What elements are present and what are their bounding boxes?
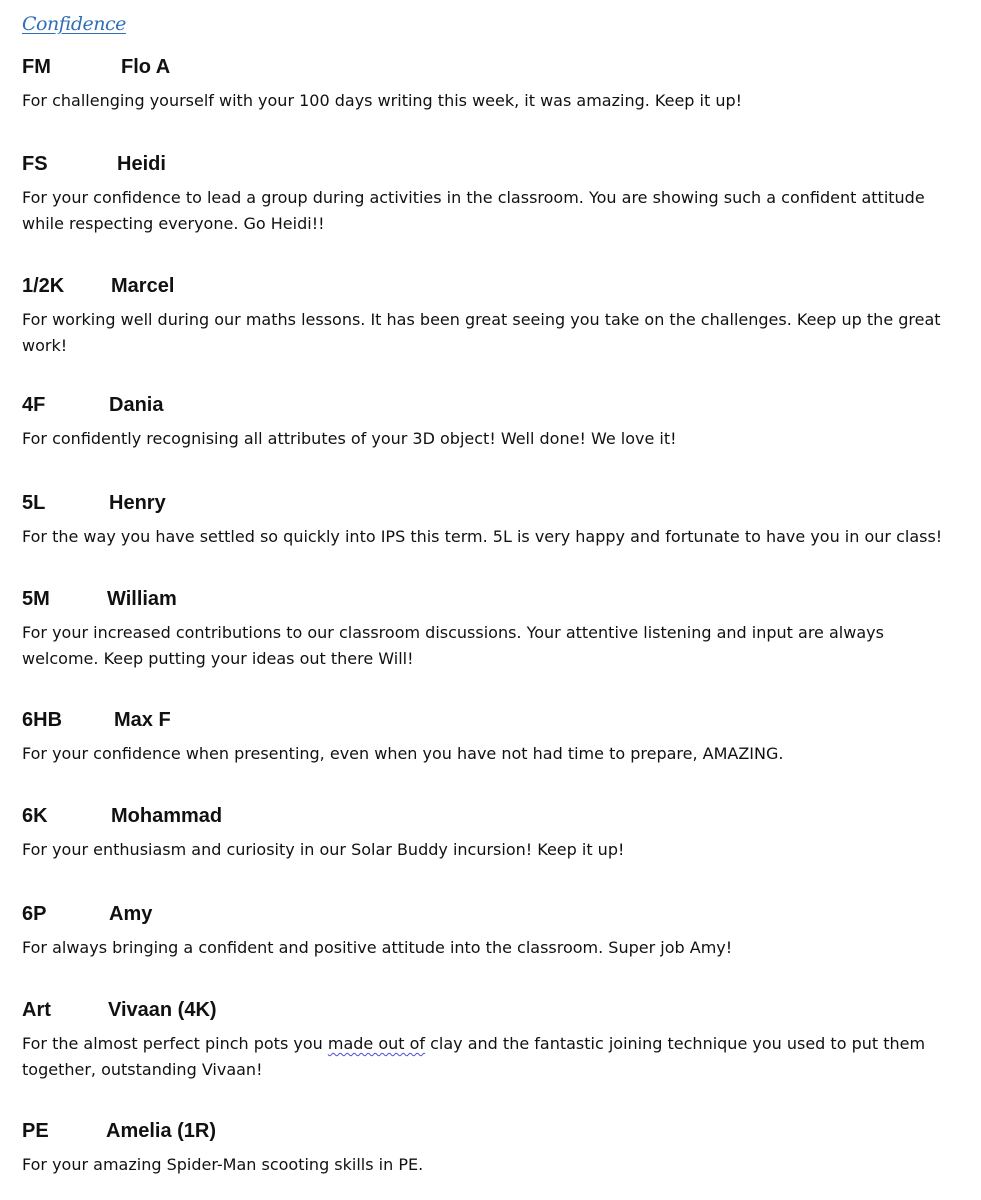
award-entry (22, 392, 962, 452)
award-text: For your confidence to lead a group during activities in the classroom. You are showing such a confident attitude while respecting everyone. Go Heidi!! (22, 188, 925, 233)
class-code: 6K (22, 805, 48, 827)
student-name: Vivaan (4K) (108, 999, 217, 1021)
student-name: Marcel (111, 275, 175, 297)
class-code: PE (22, 1120, 49, 1142)
class-code: 5M (22, 588, 50, 610)
student-name: Amelia (1R) (106, 1120, 217, 1142)
student-name: Mohammad (111, 805, 223, 827)
award-text: For always bringing a confident and positive attitude into the classroom. Super job Amy! (22, 938, 733, 957)
award-text-part: clay and the fantastic joining technique you used to put them together, outstanding Vivaan! (22, 1034, 926, 1079)
award-entry (22, 1118, 962, 1178)
award-text: For the way you have settled so quickly into IPS this term. 5L is very happy and fortunate to have you in our class! (22, 527, 943, 546)
award-text: For working well during our maths lessons. It has been great seeing you take on the challenges. Keep up the great work! (22, 310, 941, 355)
student-name: Heidi (117, 153, 166, 175)
award-text: For challenging yourself with your 100 days writing this week, it was amazing. Keep it up! (22, 91, 743, 110)
student-name: Amy (109, 903, 153, 925)
award-text (22, 1031, 957, 1083)
award-text: For your enthusiasm and curiosity in our Solar Buddy incursion! Keep it up! (22, 840, 625, 859)
entry-header (22, 997, 962, 1023)
class-code: 5L (22, 492, 46, 514)
class-code: FM (22, 56, 51, 78)
award-entry (22, 901, 962, 961)
entry-header (22, 803, 962, 829)
entry-header (22, 901, 962, 927)
student-name: Max F (114, 709, 171, 731)
class-code: FS (22, 153, 48, 175)
award-entry (22, 803, 962, 863)
student-name: Flo A (121, 56, 171, 78)
section-heading[interactable]: Confidence (22, 13, 126, 35)
student-name: Henry (109, 492, 166, 514)
class-code: 6HB (22, 709, 63, 731)
award-text: For your amazing Spider-Man scooting skills in PE. (22, 1155, 424, 1174)
entry-header (22, 54, 962, 80)
award-entry (22, 54, 962, 114)
entry-header (22, 586, 962, 612)
class-code: 4F (22, 394, 46, 416)
entry-header (22, 151, 962, 177)
award-entry (22, 997, 962, 1083)
entry-header (22, 1118, 962, 1144)
award-entry (22, 707, 962, 767)
student-name: William (107, 588, 177, 610)
award-text-part: For the almost perfect pinch pots you (22, 1034, 328, 1053)
entry-header (22, 490, 962, 516)
award-text: For your increased contributions to our classroom discussions. Your attentive listening and input are always welcome. Keep putting your ideas out there Will! (22, 623, 884, 668)
award-text: For confidently recognising all attributes of your 3D object! Well done! We love it! (22, 429, 677, 448)
spelling-flag[interactable]: made out of (327, 1034, 426, 1053)
award-entry (22, 490, 962, 550)
class-code: Art (22, 999, 51, 1021)
entry-header (22, 707, 962, 733)
entry-header (22, 392, 962, 418)
class-code: 6P (22, 903, 47, 925)
student-name: Dania (109, 394, 164, 416)
award-entry (22, 586, 962, 672)
award-text: For your confidence when presenting, even when you have not had time to prepare, AMAZING. (22, 744, 784, 763)
award-entry (22, 151, 962, 237)
entry-header (22, 273, 962, 299)
award-entry (22, 273, 962, 359)
class-code: 1/2K (22, 275, 65, 297)
